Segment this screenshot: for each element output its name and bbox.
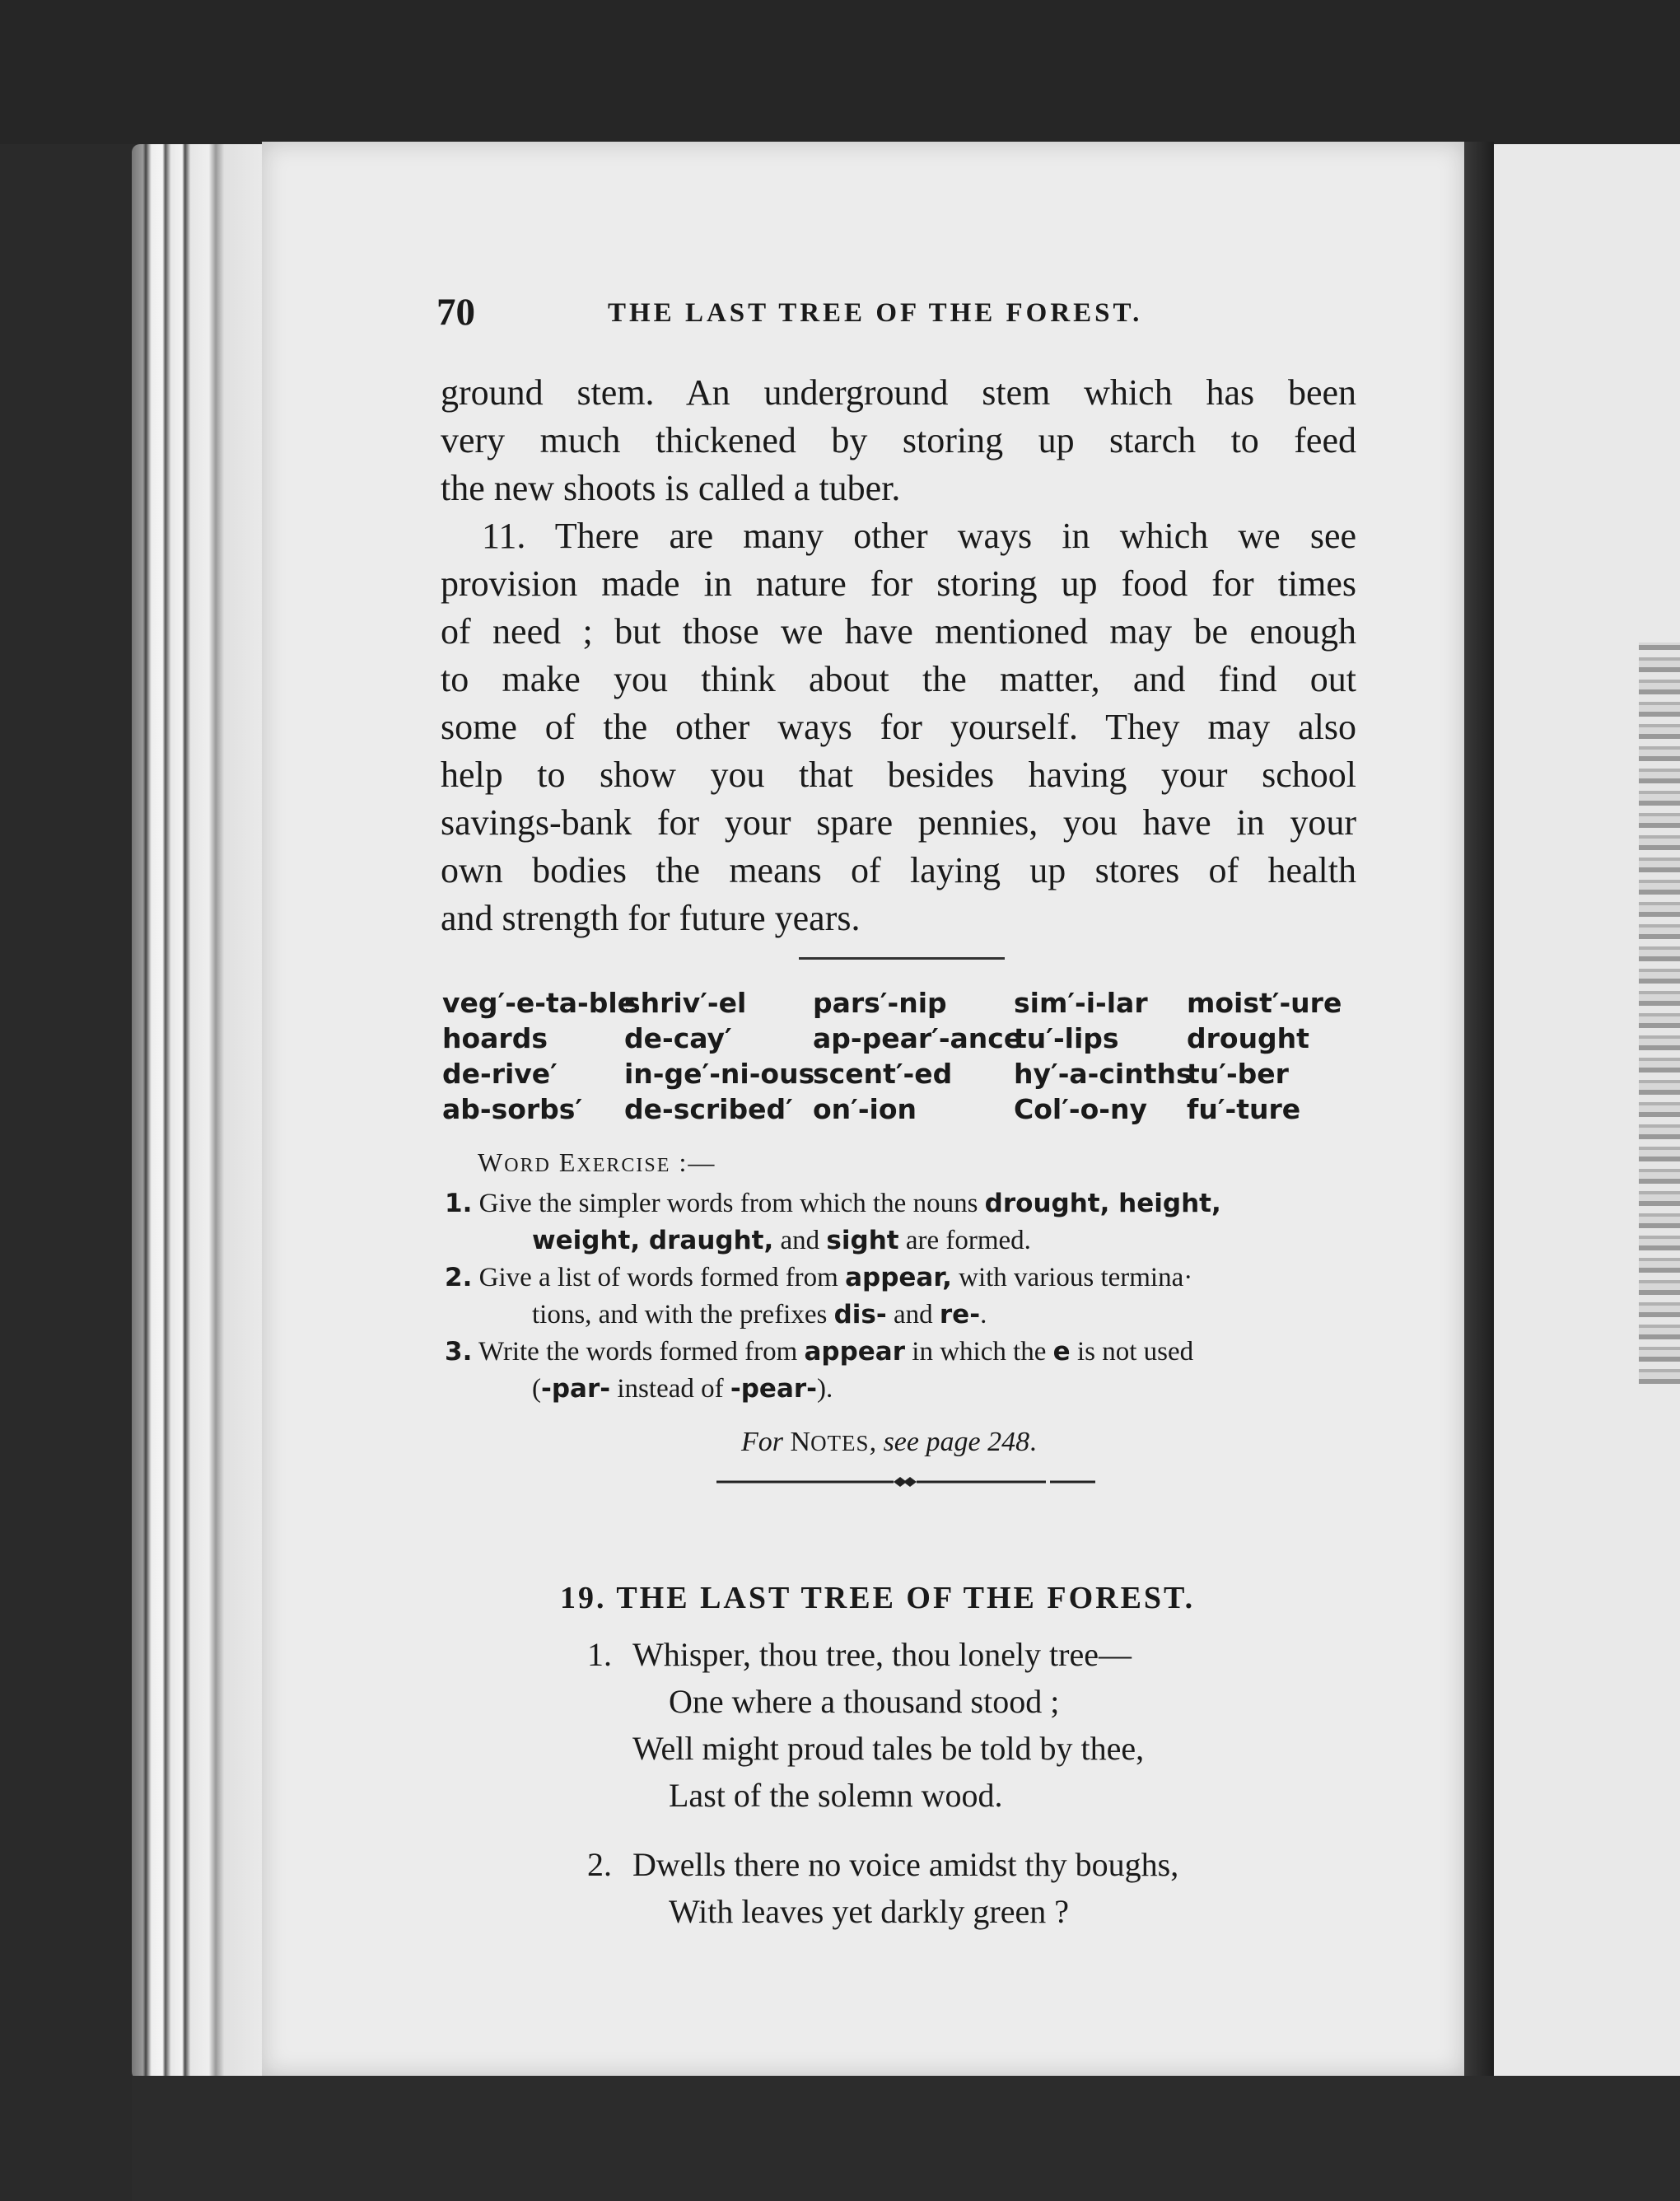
paragraph-start-line: 11. There are many other ways in which we see [482,516,1356,556]
poem-line: One where a thousand stood ; [669,1683,1060,1720]
spelling-word: de-scribed′ [624,1093,793,1125]
poem-line: Dwells there no voice amidst thy boughs, [632,1846,1179,1883]
spelling-word: scent′-ed [813,1058,953,1090]
body-line: own bodies the means of laying up stores of health [441,850,1356,890]
body-line: ground stem. An underground stem which has been [441,372,1356,413]
poem-line: With leaves yet darkly green ? [669,1893,1069,1930]
spelling-column [813,985,1022,1127]
exercise-item: 1. Give the simpler words from which the nouns drought, height, [445,1189,1221,1218]
section-divider [799,957,1005,960]
poem-line: Whisper, thou tree, thou lonely tree— [632,1636,1132,1673]
spelling-word: tu′-ber [1187,1058,1289,1090]
spelling-word: tu′-lips [1014,1022,1119,1054]
page-number: 70 [436,291,475,334]
book-gutter [1464,142,1494,2076]
exercise-item-continuation: tions, and with the prefixes dis- and re-. [532,1300,987,1329]
spelling-word: pars′-nip [813,987,947,1019]
spelling-word: ap-pear′-ance [813,1022,1023,1054]
body-line: provision made in nature for storing up food for times [441,563,1356,604]
spelling-word: hy′-a-cinths [1014,1058,1192,1090]
exercise-item-continuation: weight, draught, and sight are formed. [532,1226,1031,1255]
spelling-column [1187,985,1342,1127]
scan-background-bottom [132,2076,1680,2201]
spelling-column [442,985,636,1127]
exercise-item: 2. Give a list of words formed from appear, with various termina· [445,1263,1193,1292]
spelling-word: de-rive′ [442,1058,558,1090]
poem-line: Well might proud tales be told by thee, [632,1730,1145,1767]
stanza-number: 2. [587,1846,612,1883]
spelling-word: moist′-ure [1187,987,1342,1019]
running-head: THE LAST TREE OF THE FOREST. [608,298,1143,328]
ornamental-divider [716,1472,1095,1492]
body-line: savings-bank for your spare pennies, you have in your [441,802,1356,843]
body-line: the new shoots is called a tuber. [441,468,901,508]
scan-background-top [0,0,1680,144]
spelling-word: de-cay′ [624,1022,732,1054]
spelling-word: hoards [442,1022,548,1054]
body-line: some of the other ways for yourself. They may also [441,707,1356,747]
spelling-word: fu′-ture [1187,1093,1301,1125]
poem-title: 19. THE LAST TREE OF THE FOREST. [560,1581,1196,1615]
body-line: help to show you that besides having your school [441,755,1356,795]
notes-reference: For NOTES, see page 248. [741,1427,1037,1457]
spelling-column [624,985,814,1127]
spelling-word: sim′-i-lar [1014,987,1148,1019]
facing-page-illustration [1639,643,1680,1384]
stanza-number: 1. [587,1636,612,1673]
spelling-word: veg′-e-ta-ble [442,987,637,1019]
spelling-word: shriv′-el [624,987,747,1019]
spelling-column [1014,985,1192,1127]
spelling-word: drought [1187,1022,1309,1054]
book-page-edges [132,144,272,2080]
body-line: of need ; but those we have mentioned may be enough [441,611,1356,652]
poem-line: Last of the solemn wood. [669,1777,1003,1814]
spelling-word: on′-ion [813,1093,917,1125]
spelling-word: ab-sorbs′ [442,1093,583,1125]
body-line: very much thickened by storing up starch to feed [441,420,1356,460]
body-line: and strength for future years. [441,898,861,938]
spelling-word: in-ge′-ni-ous [624,1058,815,1090]
exercise-item: 3. Write the words formed from appear in which the e is not used [445,1337,1194,1367]
word-exercise-heading: WORD EXERCISE :— [478,1147,716,1177]
exercise-item-continuation: (-par- instead of -pear-). [532,1374,833,1404]
body-line: to make you think about the matter, and find out [441,659,1356,699]
spelling-word: Col′-o-ny [1014,1093,1147,1125]
